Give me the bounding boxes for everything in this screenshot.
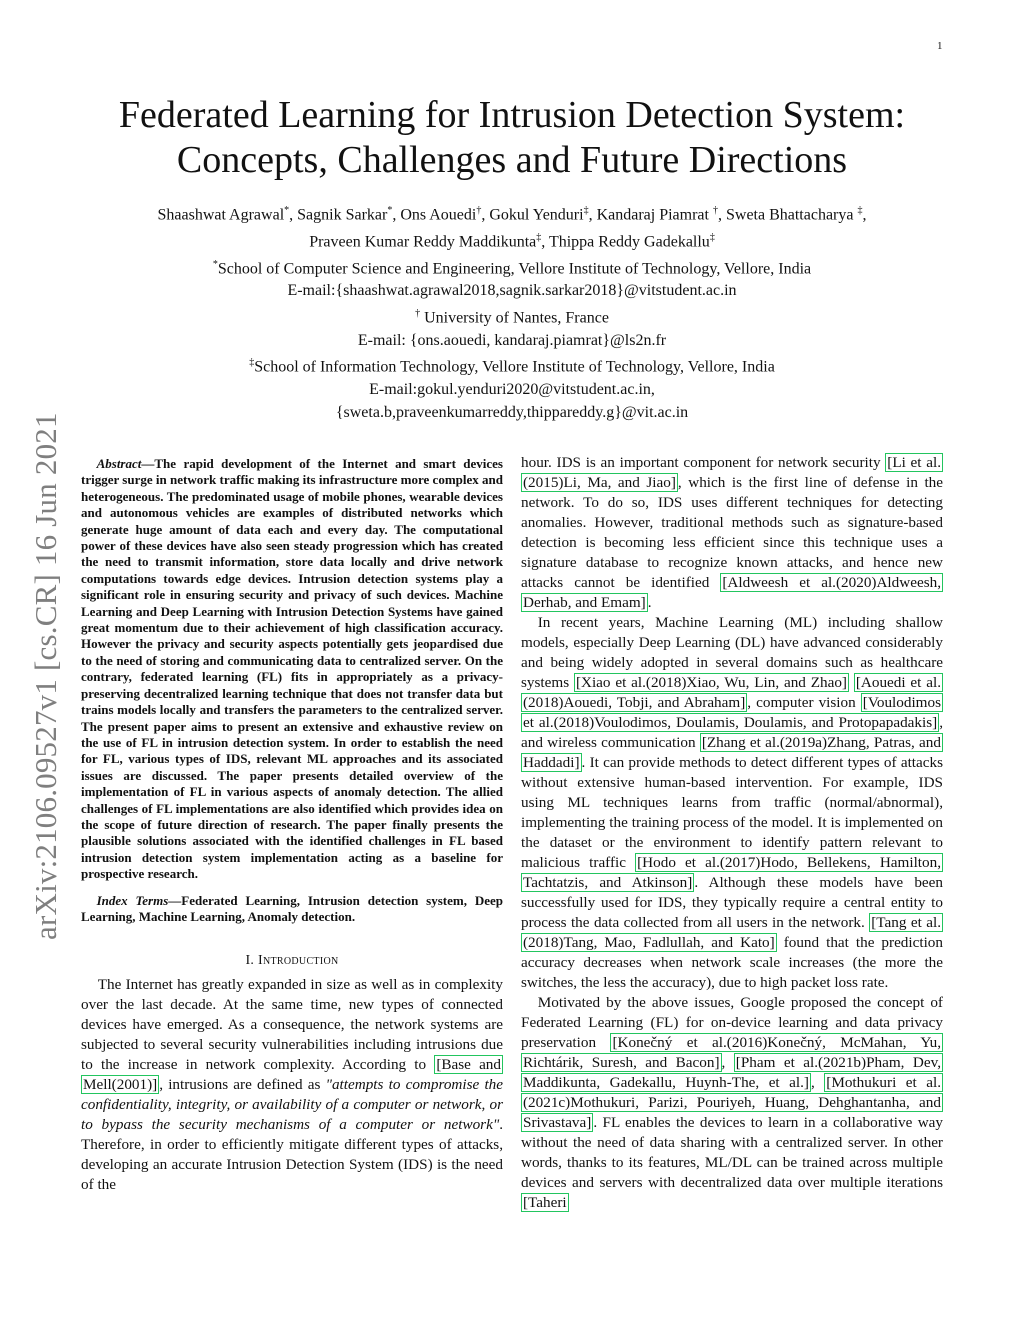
author: , Sweta Bhattacharya — [717, 206, 858, 224]
affil-mark: ‡ — [709, 231, 715, 243]
email-2: E-mail: {ons.aouedi, kandaraj.piamrat}@ls2n.fr — [357, 331, 667, 349]
abstract — [81, 456, 503, 883]
section-heading-introduction: I. Introduction — [245, 953, 339, 969]
left-column — [81, 456, 503, 1195]
index-terms-text: —Federated Learning, Intrusion detection system, Deep Learning, Machine Learning, Anomaly detection. — [81, 892, 503, 924]
citation-link[interactable]: [Taheri — [523, 1194, 567, 1211]
affiliation-3 — [60, 352, 964, 379]
title-line-2: Concepts, Challenges and Future Directions — [176, 139, 848, 181]
author: , Thippa Reddy Gadekallu — [541, 233, 710, 251]
right-column — [521, 453, 943, 1213]
body-text: , and wireless communication — [521, 714, 943, 751]
author: , Gokul Yenduri — [481, 206, 584, 224]
affil-mark: ‡ — [249, 357, 255, 369]
citation-link[interactable]: [Aouedi et al.(2018)Aouedi, Tobji, and Abraham] — [523, 674, 941, 711]
intro-paragraph-2 — [521, 613, 943, 993]
body-text: In recent years, Machine Learning (ML) including shallow models, especially Deep Learning (DL) have advanced considerably and being widely adopted in several domains such as healthcare systems — [521, 614, 943, 691]
body-text: The Internet has greatly expanded in size as well as in complexity over the last decade. At the same time, new types of connected devices have emerged. As a consequence, the network systems are subjected to several security vulnerabilities including intrusions due to the increase in network complexity. According to — [81, 976, 503, 1074]
affil-mark: * — [212, 258, 218, 270]
body-text: . FL enables the devices to learn in a collaborative way without the need of data sharing with a centralized server. In other words, thanks to its features, ML/DL can be trained across multiple devices and servers with decentralized data over multiple iterations — [521, 1114, 943, 1191]
intro-paragraph-1 — [81, 975, 503, 1195]
author: , Ons Aouedi — [392, 206, 477, 224]
email-1: E-mail:{shaashwat.agrawal2018,sagnik.sarkar2018}@vitstudent.ac.in — [287, 282, 737, 300]
citation-link[interactable]: [Hodo et al.(2017)Hodo, Bellekens, Hamilton, Tachtatzis, and Atkinson] — [523, 854, 941, 891]
body-text: Motivated by the above issues, Google proposed the concept of Federated Learning (FL) for on-device learning and data privacy preservation — [521, 994, 943, 1051]
citation-link[interactable]: [Konečný et al.(2016)Konečný, McMahan, Yu, Richtárik, Suresh, and Bacon] — [523, 1034, 942, 1071]
index-terms-label: Index Terms — [96, 892, 169, 908]
citation-link[interactable]: [Pham et al.(2021b)Pham, Dev, Maddikunta, Gadekallu, Huynh-The, et al.] — [523, 1054, 942, 1091]
author: , Kandaraj Piamrat — [588, 206, 713, 224]
email-4: {sweta.b,praveenkumarreddy,thippareddy.g}@vit.ac.in — [335, 403, 689, 421]
body-text: . — [647, 594, 652, 611]
authors-line-2 — [60, 227, 964, 254]
body-text: . It can provide methods to detect different types of attacks without extensive human-based intervention. For example, IDS using ML techniques learns from traffic (normal/abnormal), implementing the training process of the model. It is implemented on the dataset or the environment to identify pattern relevant to malicious traffic — [521, 754, 943, 871]
title-line-1: Federated Learning for Intrusion Detection System: — [118, 94, 906, 136]
citation-link[interactable]: [Voulodimos et al.(2018)Voulodimos, Doulamis, Doulamis, and Protopapadakis] — [523, 694, 941, 731]
arxiv-stamp: arXiv:2106.09527v1 [cs.CR] 16 Jun 2021 — [28, 412, 63, 940]
affil-mark: † — [415, 307, 421, 319]
body-text: , which is the first line of defense in the network. To do so, IDS uses different techniques for detecting anomalies. However, traditional methods such as signature-based detection is becoming less efficient since this technique uses a signature database to recognize known attacks, and hence new attacks cannot be identified — [521, 474, 944, 591]
affil-mark: ‡ — [536, 231, 542, 243]
index-terms — [81, 893, 503, 926]
body-text: . Therefore, in order to efficiently mitigate different types of attacks, developing an accurate Intrusion Detection System (IDS) is the need of the — [81, 1116, 503, 1194]
affil-mark: † — [476, 205, 482, 216]
affil-mark: * — [387, 205, 393, 216]
citation-link[interactable]: [Tang et al.(2018)Tang, Mao, Fadlullah, and Kato] — [523, 914, 941, 951]
affil-mark: * — [284, 205, 290, 216]
abstract-text: —The rapid development of the Internet and smart devices trigger surge in network traffic making its infrastructure more complex and heterogeneous. The predominated usage of mobile phones, wearable devices and autonomous vehicles are examples of distributed networks which generate huge amount of data each and every day. The computational power of these devices have also seen steady progression which has created the need to transmit information, store data locally and drive network computations towards edge devices. Intrusion detection systems play a significant role in ensuring security and privacy of such devices. Machine Learning and Deep Learning with Intrusion Detection Systems have gained great momentum due to their achievement of high classification accuracy. However the privacy and security aspects potentially gets jeopardised due to the need of storing and communicating data to centralized server. On the contrary, federated learning (FL) fits in appropriately as a privacy-preserving decentralized learning technique that does not transfer data but trains models locally and transfers the parameters to the centralized server. The present paper aims to present an extensive and exhaustive review on the use of FL in intrusion detection system. In order to establish the need for FL, various types of IDS, relevant ML approaches and its associated issues are discussed. The paper presents detailed overview of the implementation of FL in various aspects of anomaly detection. The allied challenges of FL implementations are also identified which provides idea on the scope of future direction of research. The paper finally presents the plausible solutions associated with the identified challenges in FL based intrusion detection system implementation acting as a baseline for prospective research. — [81, 456, 503, 882]
affiliation-text: School of Computer Science and Engineering, Vellore Institute of Technology, Vellore, India — [217, 259, 812, 277]
body-text: , — [721, 1054, 734, 1071]
body-text: found that the prediction accuracy decreases when network scale increases (the more the switches, the less the accuracy), due to high packet loss rate. — [521, 934, 943, 991]
body-text: hour. IDS is an important component for network security — [521, 454, 886, 471]
author: Shaashwat Agrawal — [157, 206, 285, 224]
paper-title — [60, 93, 964, 183]
author-block — [60, 200, 964, 424]
affil-mark: † — [712, 205, 718, 216]
intro-paragraph-1-continued — [521, 453, 943, 613]
body-text: , intrusions are defined as — [159, 1076, 326, 1094]
citation-link[interactable]: [Base and Mell(2001)] — [83, 1056, 501, 1094]
affiliation-text: School of Information Technology, Vellore Institute of Technology, Vellore, India — [254, 358, 775, 376]
citation-link[interactable]: [Aldweesh et al.(2020)Aldweesh, Derhab, and Emam] — [523, 574, 941, 611]
page-number: 1 — [937, 40, 943, 52]
affil-mark: ‡ — [583, 205, 589, 216]
citation-link[interactable]: [Zhang et al.(2019a)Zhang, Patras, and Haddadi] — [523, 734, 941, 771]
quoted-definition: "attempts to compromise the confidentiality, integrity, or availability of a computer or network, or to bypass the security mechanisms of a computer or network" — [81, 1076, 503, 1134]
abstract-label: Abstract — [96, 456, 142, 471]
affil-mark: ‡ — [857, 205, 863, 216]
authors-line-1: Shaashwat Agrawal*, Sagnik Sarkar*, Ons Aouedi†, Gokul Yenduri‡, Kandaraj Piamrat †, Sweta Bhattacharya ‡, — [157, 205, 867, 224]
intro-paragraph-3 — [521, 993, 943, 1213]
citation-link[interactable]: [Xiao et al.(2018)Xiao, Wu, Lin, and Zhao] — [575, 674, 847, 691]
affiliation-1 — [60, 254, 964, 281]
author: Praveen Kumar Reddy Maddikunta — [309, 233, 537, 251]
citation-link[interactable]: [Mothukuri et al.(2021c)Mothukuri, Parizi, Pouriyeh, Huang, Dehghantanha, and Srivastava] — [523, 1074, 942, 1131]
email-3: E-mail:gokul.yenduri2020@vitstudent.ac.in, — [369, 381, 655, 399]
author: , Sagnik Sarkar — [289, 206, 388, 224]
affiliation-text: University of Nantes, France — [420, 309, 609, 327]
body-text: . Although these models have been successfully used for IDS, they typically require a central entity to process the data collected from all users in the network. — [521, 874, 943, 931]
affiliation-2 — [60, 303, 964, 330]
citation-link[interactable]: [Li et al.(2015)Li, Ma, and Jiao] — [523, 454, 941, 491]
body-text: , computer vision — [747, 694, 861, 711]
body-text: , — [810, 1074, 825, 1091]
